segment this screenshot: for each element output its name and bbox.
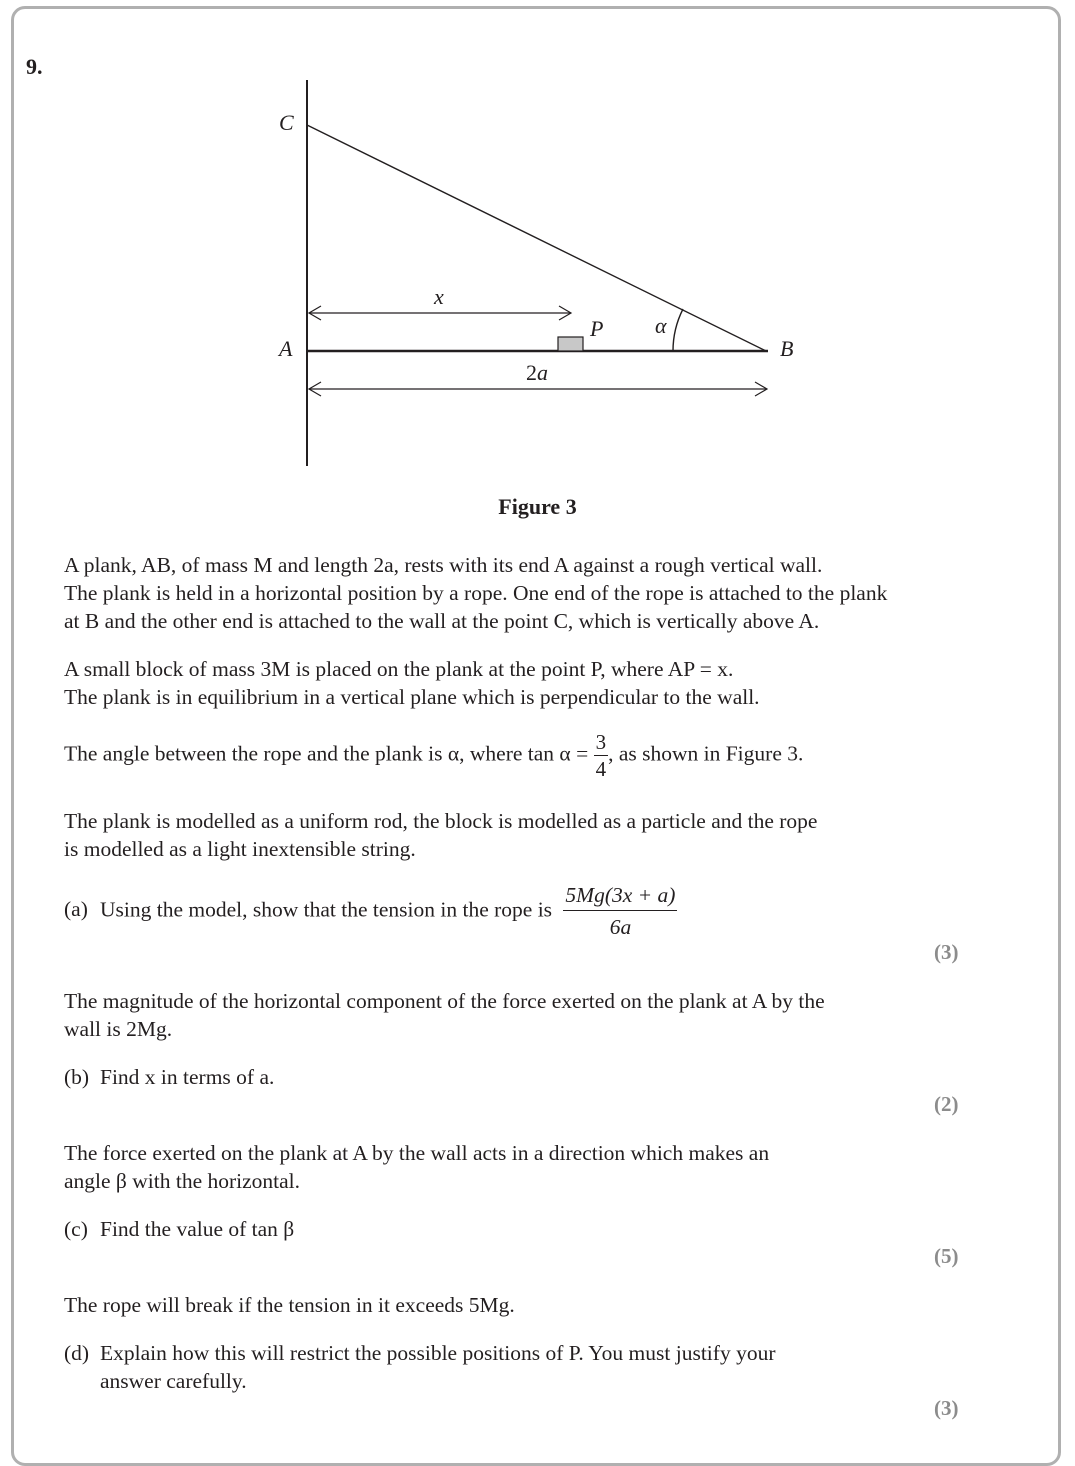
block-paragraph — [64, 655, 760, 711]
angle-paragraph — [64, 729, 803, 782]
force-direction-paragraph — [64, 1139, 769, 1195]
model-line-2: is modelled as a light inextensible string. — [64, 837, 416, 861]
force-line-2: angle β with the horizontal. — [64, 1169, 301, 1193]
intro-line-2: The plank is held in a horizontal position by a rope. One end of the rope is attached to the plank — [64, 581, 888, 605]
part-c-marks: (5) — [934, 1244, 959, 1268]
question-number: 9. — [26, 54, 43, 79]
angle-text-end: , as shown in Figure 3. — [608, 741, 804, 766]
tension-denominator: 6a — [609, 915, 632, 939]
part-b-marks: (2) — [934, 1092, 959, 1116]
part-d-label: (d) — [64, 1341, 90, 1365]
part-b — [64, 1063, 274, 1091]
tension-numerator: 5Mg(3x + a) — [563, 880, 677, 911]
horizontal-line-1: The magnitude of the horizontal component of the force exerted on the plank at A by the — [64, 989, 825, 1013]
part-b-text: Find x in terms of a. — [100, 1065, 275, 1089]
figure-caption: Figure 3 — [498, 494, 577, 519]
intro-paragraph — [64, 551, 887, 635]
part-c — [64, 1215, 294, 1243]
horizontal-component-paragraph — [64, 987, 825, 1043]
label-p: P — [590, 316, 604, 341]
block-line-1: A small block of mass 3M is placed on the plank at the point P, where AP = x. — [64, 657, 734, 681]
tan-alpha-numerator: 3 — [595, 730, 607, 754]
tension-fraction — [563, 880, 677, 943]
part-a-marks: (3) — [934, 940, 959, 964]
label-x: x — [434, 284, 444, 309]
tan-alpha-denominator: 4 — [595, 757, 607, 781]
angle-alpha-arc — [673, 309, 683, 351]
model-line-1: The plank is modelled as a uniform rod, the block is modelled as a particle and the rope — [64, 809, 818, 833]
model-paragraph — [64, 807, 817, 863]
part-c-label: (c) — [64, 1217, 88, 1241]
part-a-label: (a) — [64, 897, 88, 922]
rope-break-paragraph: The rope will break if the tension in it exceeds 5Mg. — [64, 1293, 515, 1317]
part-b-label: (b) — [64, 1065, 90, 1089]
rope-line — [307, 125, 766, 351]
label-length: 2a — [526, 360, 548, 385]
figure-3-diagram — [0, 0, 1075, 480]
part-d — [64, 1339, 775, 1395]
part-d-marks: (3) — [934, 1396, 959, 1420]
block-line-2: The plank is in equilibrium in a vertical plane which is perpendicular to the wall. — [64, 685, 760, 709]
label-b: B — [780, 336, 794, 361]
label-a: A — [279, 336, 293, 361]
part-c-text: Find the value of tan β — [100, 1217, 295, 1241]
part-d-text-line-1: Explain how this will restrict the possible positions of P. You must justify your — [100, 1341, 776, 1365]
part-a-text: Using the model, show that the tension in the rope is — [100, 897, 553, 922]
force-line-1: The force exerted on the plank at A by the wall acts in a direction which makes an — [64, 1141, 770, 1165]
label-c: C — [279, 110, 294, 135]
horizontal-line-2: wall is 2Mg. — [64, 1017, 173, 1041]
part-a — [64, 880, 677, 943]
block-p — [558, 337, 583, 351]
angle-text: The angle between the rope and the plank is α, where tan α = — [64, 741, 589, 766]
intro-line-3: at B and the other end is attached to the wall at the point C, which is vertically above A. — [64, 609, 820, 633]
label-alpha: α — [655, 313, 667, 338]
tan-alpha-fraction — [594, 729, 609, 782]
intro-line-1: A plank, AB, of mass M and length 2a, rests with its end A against a rough vertical wall. — [64, 553, 823, 577]
part-d-text-line-2: answer carefully. — [100, 1369, 247, 1393]
